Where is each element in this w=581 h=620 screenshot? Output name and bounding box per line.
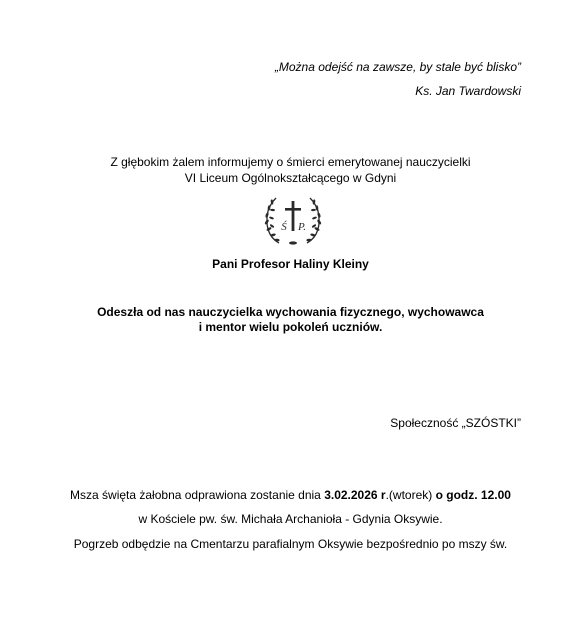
tribute-line-1: Odeszła od nas nauczycielka wychowania fizycznego, wychowawca: [97, 305, 484, 319]
mass-date: 3.02.2026 r: [324, 488, 386, 502]
emblem-letters-left: Ś: [281, 221, 287, 233]
mass-time: o godz. 12.00: [435, 488, 511, 502]
mass-prefix: Msza święta żałobna odprawiona zostanie dnia: [70, 488, 325, 502]
announcement-line-2: VI Liceum Ogólnokształcącego w Gdyni: [184, 171, 397, 185]
emblem-letters-right: P.: [297, 221, 307, 233]
deceased-name: Pani Profesor Haliny Kleiny: [212, 257, 369, 271]
burial-info: Pogrzeb odbędzie na Cmentarzu parafialnym Oksywie bezpośrednio po mszy św.: [73, 537, 508, 551]
mass-info: [0, 488, 581, 502]
tribute-line-2: i mentor wielu pokoleń uczniów.: [198, 320, 383, 334]
quote-author: Ks. Jan Twardowski: [415, 84, 521, 98]
mass-weekday: .(wtorek): [385, 488, 436, 502]
announcement-line-1: Z głębokim żalem informujemy o śmierci emerytowanej nauczycielki: [110, 155, 471, 169]
signature: Społeczność „SZÓSTKI”: [390, 416, 521, 430]
quote-text: „Można odejść na zawsze, by stale być blisko”: [274, 60, 521, 74]
church-info: w Kościele pw. św. Michała Archanioła - Gdynia Oksywie.: [138, 512, 443, 526]
cross-wreath-icon: [262, 195, 324, 247]
